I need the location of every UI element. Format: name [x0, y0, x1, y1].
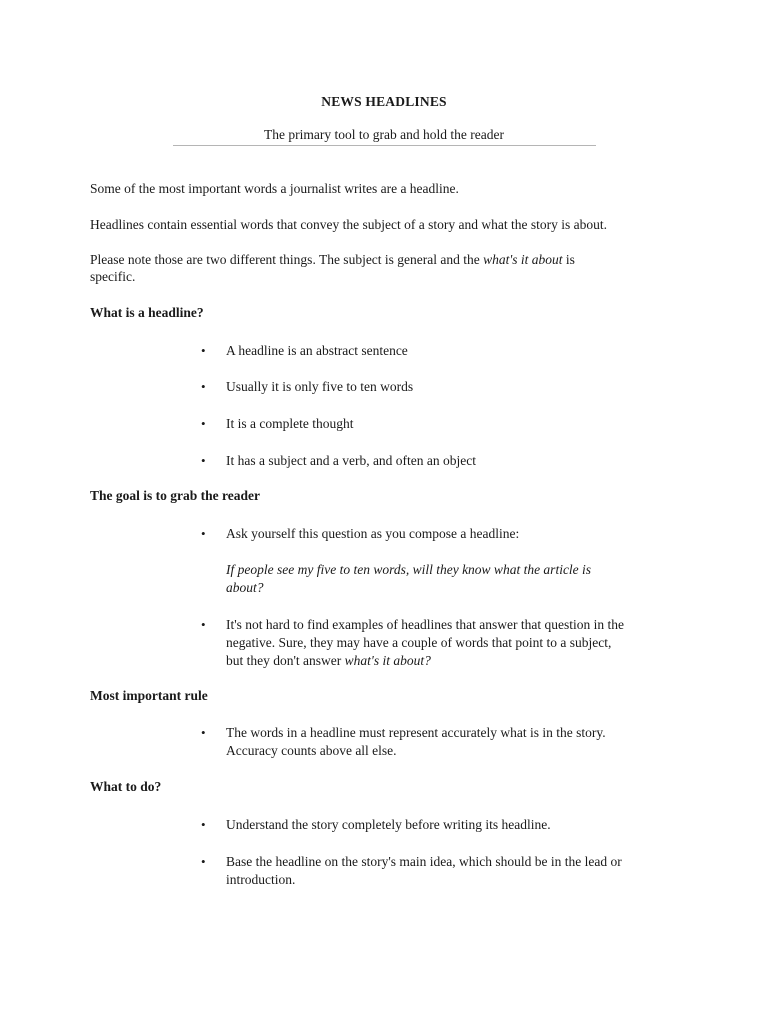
- bullet-icon: •: [201, 854, 206, 869]
- bullet-icon: •: [201, 617, 206, 632]
- section-heading-what: What is a headline?: [90, 305, 204, 320]
- list-item-line2: introduction.: [226, 872, 296, 887]
- bullet-icon: •: [201, 526, 206, 541]
- section-heading-todo: What to do?: [90, 779, 162, 794]
- headline-question-line2: about?: [226, 580, 264, 595]
- subtitle-divider: [173, 145, 596, 146]
- note-text-line2: specific.: [90, 269, 136, 284]
- note-text-before: Please note those are two different things. The subject is general and the: [90, 252, 484, 267]
- section-heading-rule: Most important rule: [90, 688, 208, 703]
- note-text-after: is: [562, 252, 575, 267]
- list-item-line1: It's not hard to find examples of headlines that answer that question in the: [226, 617, 624, 632]
- list-item: [226, 853, 676, 889]
- bullet-icon: •: [201, 817, 206, 832]
- list-item-line3-emphasis: what's it about?: [344, 653, 431, 668]
- list-item: A headline is an abstract sentence: [226, 343, 408, 358]
- list-item: [226, 724, 676, 760]
- list-item: Understand the story completely before writing its headline.: [226, 817, 551, 832]
- headline-question-line1: If people see my five to ten words, will they know what the article is: [226, 562, 592, 577]
- bullet-icon: •: [201, 379, 206, 394]
- headline-question: [226, 561, 676, 597]
- bullet-icon: •: [201, 453, 206, 468]
- section-heading-goal: The goal is to grab the reader: [90, 488, 260, 503]
- list-item: [226, 616, 676, 670]
- note-paragraph: [90, 251, 680, 285]
- list-item: It is a complete thought: [226, 416, 354, 431]
- list-item-line3-text: but they don't answer: [226, 653, 345, 668]
- list-item-line1: The words in a headline must represent accurately what is in the story.: [226, 725, 606, 740]
- list-item: Ask yourself this question as you compose a headline:: [226, 526, 520, 541]
- bullet-icon: •: [201, 416, 206, 431]
- intro-paragraph-2: Headlines contain essential words that convey the subject of a story and what the story is about.: [90, 217, 607, 232]
- document-title: NEWS HEADLINES: [321, 94, 447, 109]
- note-emphasis: what's it about: [483, 252, 563, 267]
- bullet-icon: •: [201, 725, 206, 740]
- intro-paragraph-1: Some of the most important words a journalist writes are a headline.: [90, 181, 459, 196]
- list-item: Usually it is only five to ten words: [226, 379, 414, 394]
- list-item: It has a subject and a verb, and often an object: [226, 453, 477, 468]
- bullet-icon: •: [201, 343, 206, 358]
- list-item-line2: negative. Sure, they may have a couple of words that point to a subject,: [226, 635, 612, 650]
- document-subtitle: The primary tool to grab and hold the reader: [264, 127, 504, 142]
- list-item-line2: Accuracy counts above all else.: [226, 743, 397, 758]
- list-item-line1: Base the headline on the story's main idea, which should be in the lead or: [226, 854, 622, 869]
